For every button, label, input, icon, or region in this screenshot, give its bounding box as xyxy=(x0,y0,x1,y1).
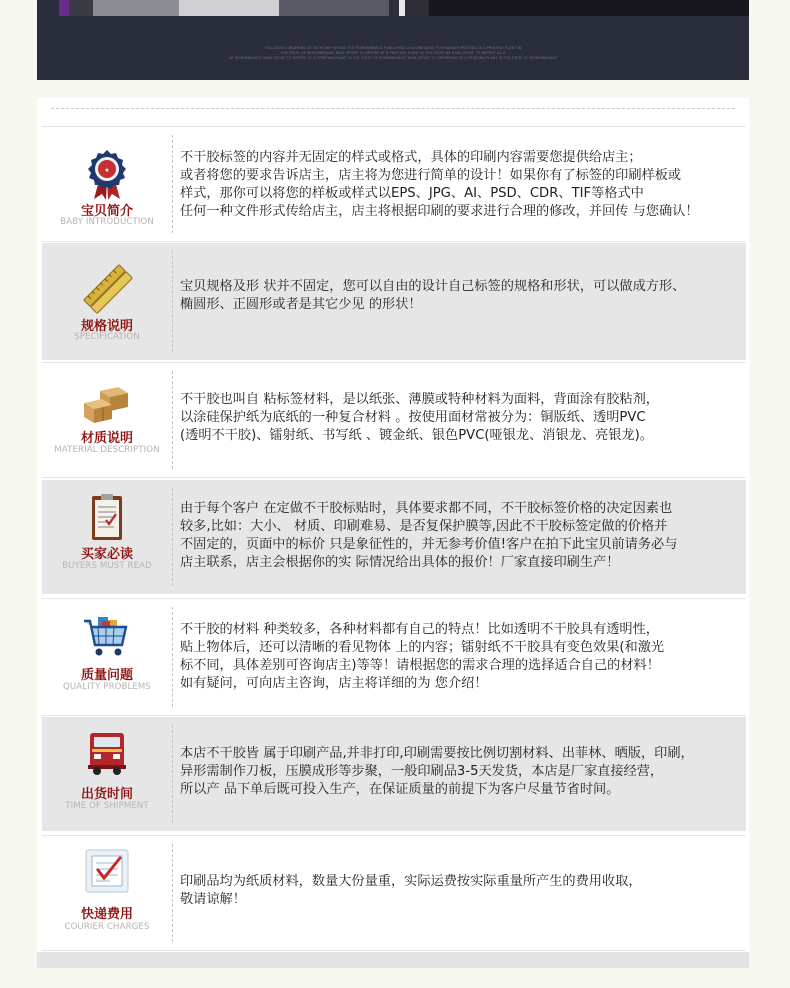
section-body xyxy=(180,149,744,221)
section-title: 快递费用 xyxy=(80,907,133,922)
section-subtitle: COURIER CHARGES xyxy=(64,922,150,932)
section-body xyxy=(180,745,744,799)
section-body xyxy=(180,278,744,314)
section-body-line: 不干胶的材料 种类较多，各种材料都有自己的特点！比如透明不干胶具有透明性， xyxy=(180,622,659,637)
section-body-line: 任何一种文件形式传给店主，店主将根据印刷的要求进行合理的修改，并回传 与您确认！ xyxy=(180,204,699,219)
dashed-divider xyxy=(51,108,735,109)
section-body-line: 标不同，具体差别可咨询店主)等等！请根据您的需求合理的选择适合自己的材料！ xyxy=(180,658,660,673)
section-body-line: 敬请谅解！ xyxy=(180,892,246,907)
section-body-line: 不干胶标签的内容并无固定的样式或格式，具体的印刷内容需要您提供给店主； xyxy=(180,150,642,165)
section-body-line: 如有疑问，可向店主咨询，店主将详细的为 您介绍！ xyxy=(180,676,488,691)
section-header xyxy=(42,480,172,594)
checklist-icon xyxy=(80,846,134,900)
section-body xyxy=(180,621,744,693)
top-banner xyxy=(37,0,749,80)
section-body xyxy=(180,873,744,909)
section-separator xyxy=(172,844,173,942)
section-separator xyxy=(172,251,173,352)
clipboard-icon xyxy=(80,492,134,546)
section-time-of-shipment xyxy=(42,717,746,831)
section-baby-introduction xyxy=(42,126,746,242)
section-subtitle: TIME OF SHIPMENT xyxy=(65,801,149,811)
section-body xyxy=(180,500,744,572)
section-title: 买家必读 xyxy=(80,547,133,562)
section-body-line: 样式，那你可以将您的样板或样式以EPS、JPG、AI、PSD、CDR、TIF等格式中 xyxy=(180,186,644,201)
award-ribbon-icon xyxy=(80,147,134,201)
banner-caption-line: OF REMEMBRANCE BASE SPOKE TO REPORT AT A PRINTING PLANT IN THE STATE OF REMEMBRANCE BASE SPOKE TO REPORTING AT A PRINTING PLANT IN THE STATE OF REMEMBRANCE xyxy=(228,56,558,60)
banner-caption-line: THE STATE OF REMEMBRANCE BASE SPOKE TO REPORT AT A PRINTING PLANT IN THE STATE WE BASE SPOKE TO REPORT AS A xyxy=(280,51,506,55)
section-header xyxy=(42,363,172,477)
ruler-icon xyxy=(80,261,134,315)
banner-caption-line: FOLLOWING ORDERING BY WITH SHIP WITHIN THE REMEMBRANCE PUBLISHING A BUSINESSING FOR BANNER PRINTING IN A PRINTING PLANT IN xyxy=(264,46,522,50)
section-specification xyxy=(42,243,746,360)
section-header xyxy=(42,599,172,715)
section-header xyxy=(42,717,172,831)
section-body-line: 椭圆形、正圆形或者是其它少见 的形状！ xyxy=(180,297,422,312)
svg-text:★: ★ xyxy=(104,167,110,174)
section-title: 质量问题 xyxy=(80,668,133,683)
shopping-cart-icon xyxy=(80,611,134,665)
panel-bottom-strip xyxy=(37,952,749,968)
section-separator xyxy=(172,488,173,586)
section-body-line: 较多,比如：大小、 材质、印刷难易、是否复保护膜等,因此不干胶标签定做的价格并 xyxy=(180,519,668,534)
section-body-line: 店主联系，店主会根据你的实 际情况给出具体的报价！厂家直接印刷生产！ xyxy=(180,555,620,570)
section-body-line: 或者将您的要求告诉店主，店主将为您进行简单的设计！如果你有了标签的印刷样板或 xyxy=(180,168,682,183)
section-separator xyxy=(172,371,173,469)
section-body xyxy=(180,391,744,445)
boxes-icon xyxy=(80,377,134,431)
section-title: 材质说明 xyxy=(80,431,133,446)
section-header xyxy=(42,127,172,241)
section-title: 规格说明 xyxy=(80,319,133,334)
section-header xyxy=(42,836,172,950)
section-body-line: 本店不干胶皆 属于印刷产品,并非打印,印刷需要按比例切割材料、出菲林、晒版，印刷， xyxy=(180,746,694,761)
section-body-line: 宝贝规格及形 状并不固定，您可以自由的设计自己标签的规格和形状，可以做成方形、 xyxy=(180,279,686,294)
section-body-line: 不固定的，页面中的标价 只是象征性的，并无参考价值!客户在拍下此宝贝前请务必与 xyxy=(180,537,678,552)
section-body-line: 以涂硅保护纸为底纸的一种复合材料 。按使用面材常被分为：铜版纸、透明PVC xyxy=(180,410,646,425)
section-title: 出货时间 xyxy=(80,787,133,802)
section-subtitle: SPECIFICATION xyxy=(74,332,140,342)
section-body-line: 贴上物体后，还可以清晰的看见物体 上的内容；镭射纸不干胶具有变色效果(和激光 xyxy=(180,640,665,655)
banner-photo-strip xyxy=(59,0,749,16)
section-body-line: 印刷品均为纸质材料，数量大份量重，实际运费按实际重量所产生的费用收取， xyxy=(180,874,642,889)
section-subtitle: QUALITY PROBLEMS xyxy=(63,682,151,692)
section-title: 宝贝简介 xyxy=(80,204,133,219)
section-material-description xyxy=(42,362,746,478)
product-info-panel xyxy=(37,98,749,968)
section-separator xyxy=(172,135,173,233)
section-buyers-must-read xyxy=(42,480,746,594)
section-separator xyxy=(172,725,173,823)
section-separator xyxy=(172,607,173,707)
section-body-line: 所以产 品下单后既可投入生产，在保证质量的前提下为客户尽量节省时间。 xyxy=(180,782,620,797)
banner-caption xyxy=(37,46,749,61)
section-body-line: 不干胶也叫自 粘标签材料，是以纸张、薄膜或特种材料为面料，背面涂有胶粘剂， xyxy=(180,392,659,407)
section-subtitle: MATERIAL DESCRIPTION xyxy=(54,445,160,455)
section-header xyxy=(42,243,172,360)
section-body-line: 异形需制作刀板，压膜成形等步聚，一般印刷品3-5天发货，本店是厂家直接经营， xyxy=(180,764,664,779)
section-courier-charges xyxy=(42,835,746,951)
section-body-line: 由于每个客户 在定做不干胶标贴时，具体要求都不同，不干胶标签价格的决定因素也 xyxy=(180,501,673,516)
section-quality-problems xyxy=(42,598,746,716)
section-body-line: (透明不干胶)、镭射纸、书写纸 、镀金纸、银色PVC(哑银龙、消银龙、亮银龙)。 xyxy=(180,428,653,443)
delivery-truck-icon xyxy=(80,727,134,781)
section-subtitle: BABY INTRODUCTION xyxy=(60,217,154,227)
section-subtitle: BUYERS MUST READ xyxy=(62,561,152,571)
